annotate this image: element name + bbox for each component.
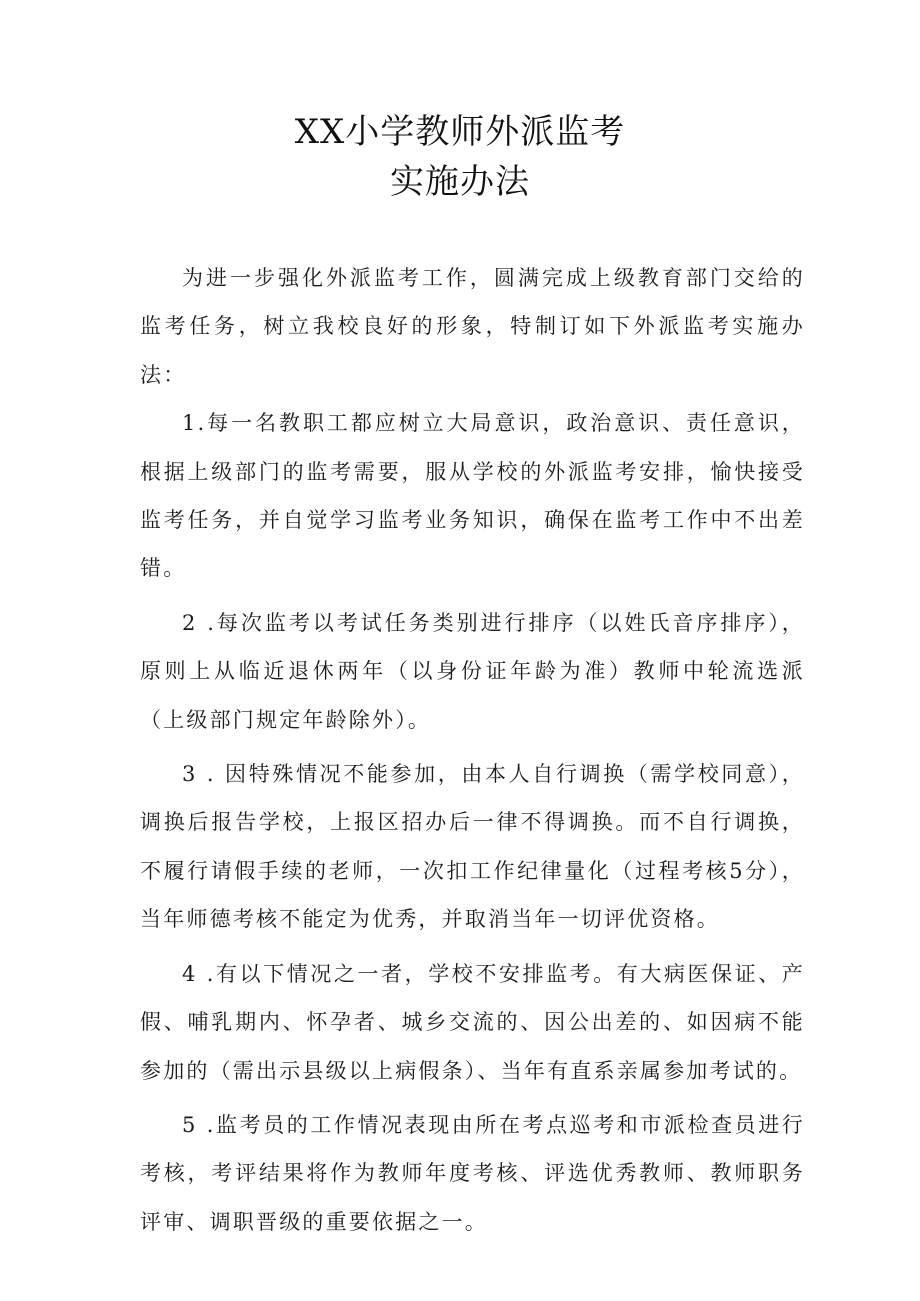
clause-3-paragraph: 3 . 因特殊情况不能参加，由本人自行调换（需学校同意），调换后报告学校，上报区招办后一律不得调换。而不自行调换，不履行请假手续的老师，一次扣工作纪律量化（过程考核5分），当年师德考核不能定为优秀，并取消当年一切评优资格。: [140, 762, 805, 932]
clause-2-paragraph: 2 .每次监考以考试任务类别进行排序（以姓氏音序排序），原则上从临近退休两年（以身份证年龄为准）教师中轮流选派（上级部门规定年龄除外）。: [140, 610, 805, 732]
clause-5-paragraph: 5 .监考员的工作情况表现由所在考点巡考和市派检查员进行考核，考评结果将作为教师年度考核、评选优秀教师、教师职务评审、调职晋级的重要依据之一。: [140, 1112, 805, 1234]
document-title: XX小学教师外派监考: [294, 112, 626, 152]
intro-paragraph: 为进一步强化外派监考工作，圆满完成上级教育部门交给的监考任务，树立我校良好的形象，特制订如下外派监考实施办法：: [140, 266, 805, 387]
document-body: [140, 254, 805, 1246]
document-subtitle: 实施办法: [390, 162, 530, 202]
clause-1-paragraph: 1.每一名教职工都应树立大局意识，政治意识、责任意识，根据上级部门的监考需要，服从学校的外派监考安排，愉快接受监考任务，并自觉学习监考业务知识，确保在监考工作中不出差错。: [140, 411, 805, 581]
clause-4-paragraph: 4 .有以下情况之一者，学校不安排监考。有大病医保证、产假、哺乳期内、怀孕者、城乡交流的、因公出差的、如因病不能参加的（需出示县级以上病假条）、当年有直系亲属参加考试的。: [140, 961, 805, 1083]
